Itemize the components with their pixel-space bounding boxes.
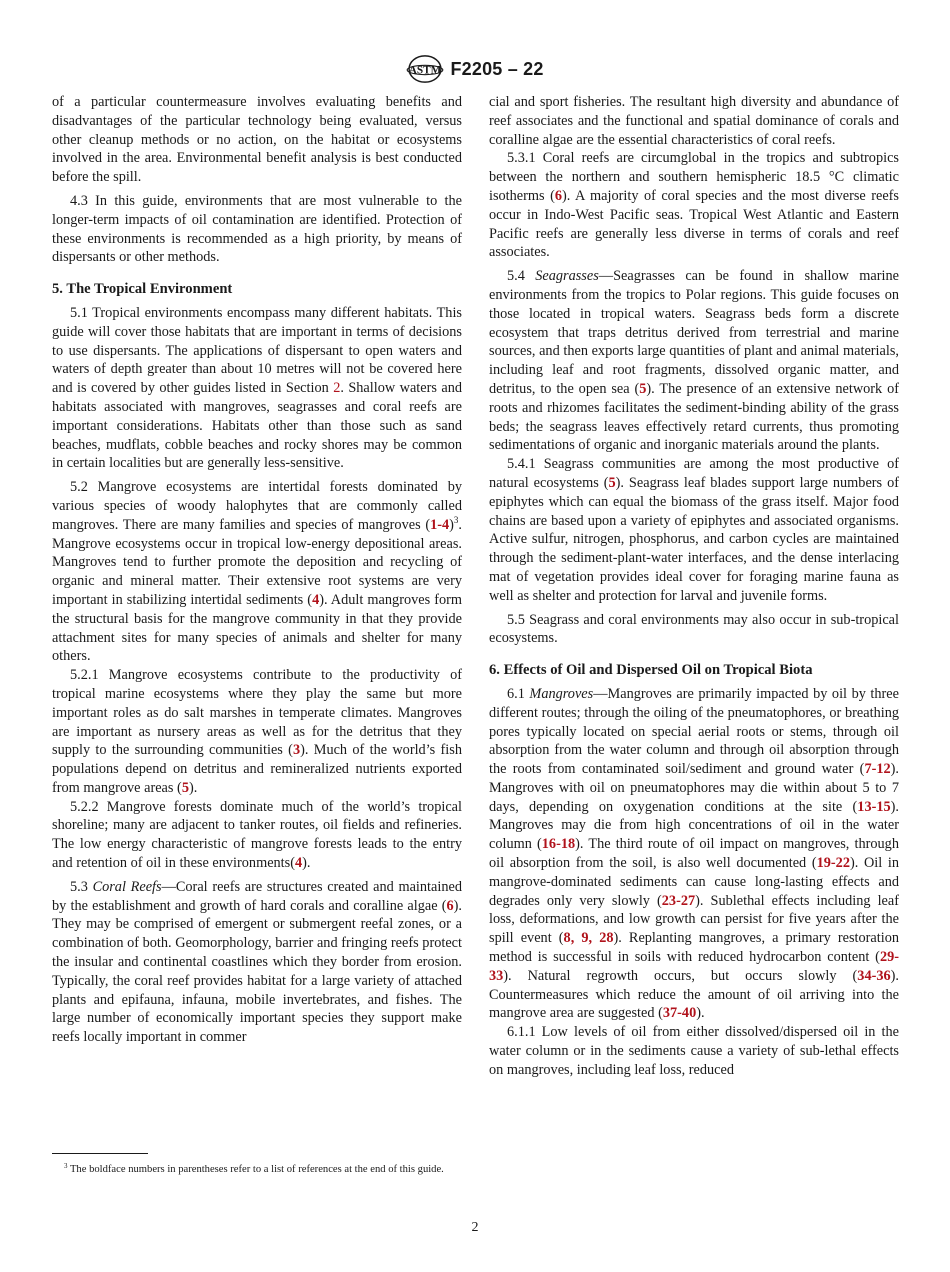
footnote-number: 3	[64, 1162, 68, 1170]
reference-link[interactable]: 4	[294, 855, 303, 872]
reference-link[interactable]: 13-15	[857, 798, 891, 815]
footnote-divider	[52, 1153, 148, 1154]
section-5-heading: 5. The Tropical Environment	[52, 281, 233, 298]
reference-link[interactable]: 5	[181, 779, 189, 796]
footnote: $^3$ The boldface numbers in parentheses refer to a list of references at the end of this guide.	[64, 1162, 444, 1175]
paragraph-5-3: 5.3 Coral Reefs—Coral reefs are structures created and maintained by the establishment and growth of hard corals and coralline algae (6). They may be comprised of emergent or submergent reefal zones, or a combination of both. Geomorphology, barrier and fringing reefs protect the insular and continental coastlines which they border from erosion. Typically, the coral reef provides habitat for a large variety of attached plants and epifauna, infauna, mobile invertebrates, and fishes. The large number of economically important species they support make reefs locally important in commer	[52, 878, 462, 1046]
reference-link[interactable]: 9	[581, 930, 589, 947]
footnote-marker[interactable]: 3	[453, 514, 459, 525]
svg-text:ASTM: ASTM	[409, 64, 442, 77]
paragraph-5-3-continued: cial and sport fisheries. The resultant high diversity and abundance of reef associates and the functional and spatial dominance of corals and coralline algae are the essential characteristics of coral reefs.	[489, 94, 899, 148]
paragraph-5-2-2: 5.2.2 Mangrove forests dominate much of the world’s tropical shoreline; many are adjacent to tanker routes, oil fields and refineries. The low energy characteristic of mangrove forests leads to the entry and retention of oil in these environments(4).	[52, 798, 462, 872]
paragraph-6-1: 6.1 Mangroves—Mangroves are primarily impacted by oil by three different routes; through the oiling of the pneumatophores, or breathing pores typically located on special aerial roots or stems, through oil absorption from the water column and through oil absorption through the roots from contaminated soil/sediment and ground water (7-12). Mangroves with oil on pneumatophores may die within about 5 to 7 days, depending on oxygenation conditions at the site (13-15). Mangroves may die from high concentrations of oil in the water column (16-18). The third route of oil impact on mangroves, through oil absorption from the soil, is also well documented (19-22). Oil in mangrove-dominated sediments can cause long-lasting effects and degrades only very slowly (23-27). Sublethal effects including leaf loss, deformations, and low growth can persist for five years after the spill event (8, 9, 28). Replanting mangroves, a primary restoration method is successful in soils with reduced hydrocarbon content (29-33). Natural regrowth occurs, but occurs slowly (34-36). Countermeasures which reduce the amount of oil arriving into the mangrove area are suggested (37-40).	[489, 685, 900, 1022]
paragraph-5-2: 5.2 Mangrove ecosystems are intertidal forests dominated by various species of woody halophytes that are commonly called mangroves. There are many families and species of mangroves $(1-4)^3$. Mangrove ecosystems occur in tropical low-energy depositional areas. Mangroves tend to further promote the deposition and recycling of organic and mineral matter. Their extensive root systems are very important in stabilizing intertidal sediments (4). Adult mangroves form the structural basis for the mangrove community in that they provide attachment sites for many species of animals and shelter for many others.	[52, 479, 462, 665]
reference-link[interactable]: 6	[446, 897, 454, 914]
paragraph-5-5: 5.5 Seagrass and coral environments may also occur in sub-tropical ecosystems.	[489, 611, 899, 647]
page-header	[0, 54, 950, 84]
reference-link[interactable]: 5	[608, 474, 616, 491]
section-2-link[interactable]: 2	[333, 380, 341, 397]
reference-link[interactable]: 5	[639, 380, 647, 397]
paragraph-5-3-1: 5.3.1 Coral reefs are circumglobal in the tropics and subtropics between the northern and southern hemispheric 18.5 °C climatic isotherms (6). A majority of coral species and the most diverse reefs occur in Indo-West Pacific seas. Tropical West Atlantic and Eastern Pacific reefs are generally less diverse in terms of corals and reef associates.	[489, 150, 899, 261]
reference-link[interactable]: 23-27	[661, 892, 696, 909]
paragraph-4-2-continued: of a particular countermeasure involves evaluating benefits and disadvantages of the particular technology being evaluated, versus other cleanup methods or no action, on the habitat or ecosystems involved in the area. Environmental benefit analysis is best conducted before the spill.	[52, 94, 462, 186]
subsection-title: Seagrasses	[535, 268, 599, 285]
reference-link[interactable]: 34-36	[857, 967, 891, 984]
document-id: F2205 – 22	[450, 58, 544, 79]
paragraph-5-2-1: 5.2.1 Mangrove ecosystems contribute to the productivity of tropical marine ecosystems where they play the same but more important roles as do salt marshes in temperate climates. Mangroves are important as nursery areas as well as for the detritus that they supply to the surrounding communities (3). Much of the world’s fish populations depend on detritus and remineralized nutrients exported from mangrove areas (5).	[52, 667, 462, 796]
paragraph-4-3: 4.3 In this guide, environments that are most vulnerable to the longer-term impacts of oil contamination are identified. Protection of these environments is recommended as a high priority, by means of dispersants or other methods.	[52, 192, 462, 266]
page-number: 2	[471, 1220, 479, 1235]
reference-link[interactable]: 4	[312, 591, 320, 608]
reference-link[interactable]: 3	[292, 742, 301, 759]
paragraph-5-1: 5.1 Tropical environments encompass many different habitats. This guide will cover those habitats that are important in terms of decisions to use dispersants. The applications of dispersant to open waters and waters of depth greater than about 10 metres will not be covered here and is covered by other guides listed in Section 2. Shallow waters and habitats associated with mangroves, seagrasses and coral reefs are important considerations. Habitats other than those such as sand beaches, mudflats, cobble beaches and rocky shores may be common in certain localities but are generally less-sensitive.	[52, 304, 462, 472]
reference-link[interactable]: 37-40	[662, 1005, 697, 1022]
paragraph-5-4: 5.4 Seagrasses—Seagrasses can be found in shallow marine environments from the tropics to Polar regions. This guide focuses on those located in tropical waters. Seagrass beds form a discrete ecosystem that traps detritus derived from terrestrial and marine sources, and then exports large quantities of plant and animal materials, including leaf and root fragments, dissolved organic matter, and detritus, to the open sea (5). The presence of an extensive network of roots and rhizomes facilitates the sediment-binding ability of the grass beds; the seagrass leaves effectively retard currents, thus promoting sedimentations of organic and inorganic materials around the plants.	[489, 268, 900, 454]
subsection-title: Coral Reefs	[92, 878, 162, 895]
subsection-title: Mangroves	[529, 685, 594, 702]
paragraph-6-1-1: 6.1.1 Low levels of oil from either dissolved/dispersed oil in the water column or in the sediments cause a variety of sub-lethal effects on mangroves, including leaf loss, reduced	[489, 1024, 899, 1078]
reference-link[interactable]: 29-33	[489, 949, 899, 984]
reference-link[interactable]: 8	[563, 930, 571, 947]
section-6-heading: 6. Effects of Oil and Dispersed Oil on Tropical Biota	[489, 662, 813, 679]
astm-logo-icon	[406, 54, 444, 84]
paragraph-5-4-1: 5.4.1 Seagrass communities are among the most productive of natural ecosystems (5). Seagrass leaf blades support large numbers of epiphytes which can equal the biomass of the grass itself. Major food chains are based upon a variety of epiphytes and associated organisms. Active sulfur, nitrogen, phosphorus, and carbon cycles are maintained through the sediment-plant-water interfaces, and the dense interlacing mat of vegetation provides ideal cover for foraging marine fauna as well as shelter and protection for larval and juvenile forms.	[489, 456, 899, 604]
reference-link[interactable]: 28	[599, 930, 614, 947]
left-column	[52, 93, 462, 1047]
reference-link[interactable]: 7-12	[864, 761, 891, 778]
reference-link[interactable]: 1-4	[430, 516, 450, 533]
reference-link[interactable]: 19-22	[816, 855, 850, 872]
reference-link[interactable]: 6	[554, 187, 562, 204]
right-column	[489, 93, 899, 1080]
reference-link[interactable]: 16-18	[541, 836, 576, 853]
